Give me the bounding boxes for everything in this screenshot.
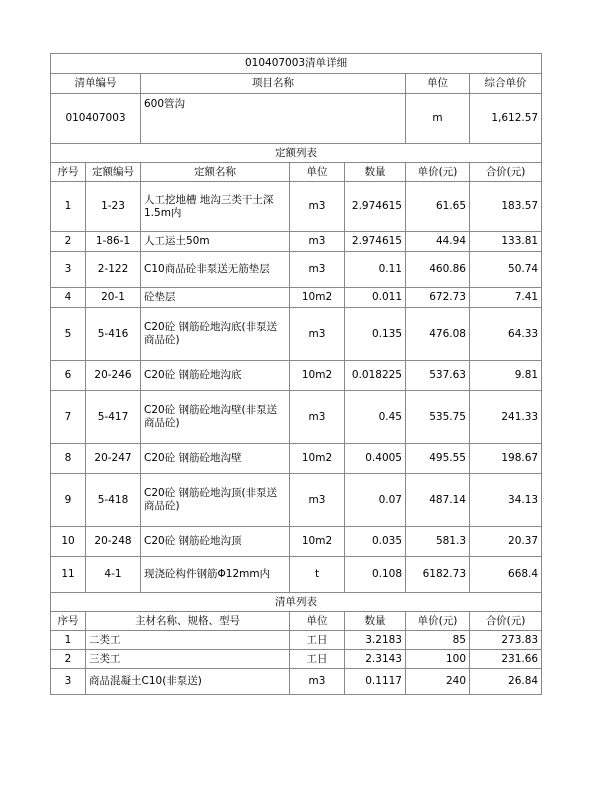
quota-row-code: 1-86-1 xyxy=(86,232,141,252)
bill-name: 600管沟 xyxy=(141,94,406,144)
material-row-qty: 0.1117 xyxy=(345,669,406,695)
quota-col-code: 定额编号 xyxy=(86,163,141,182)
quota-row xyxy=(51,391,542,444)
material-col-unit: 单位 xyxy=(290,612,345,631)
quota-col-name: 定额名称 xyxy=(141,163,290,182)
material-row-qty: 2.3143 xyxy=(345,650,406,669)
quota-row xyxy=(51,182,542,232)
quota-col-price: 单价(元) xyxy=(406,163,470,182)
table-title: 010407003清单详细 xyxy=(51,54,542,74)
quota-row-qty: 0.108 xyxy=(345,557,406,593)
quota-row-name: C20砼 钢筋砼地沟壁 xyxy=(141,444,290,474)
quota-row-code: 2-122 xyxy=(86,252,141,288)
quota-row-code: 20-246 xyxy=(86,361,141,391)
quota-row-name: 人工运土50m xyxy=(141,232,290,252)
quota-row-unit: m3 xyxy=(290,308,345,361)
quota-row-price: 61.65 xyxy=(406,182,470,232)
quota-row-unit: m3 xyxy=(290,474,345,527)
material-row-total: 26.84 xyxy=(470,669,542,695)
quota-row xyxy=(51,557,542,593)
material-col-price: 单价(元) xyxy=(406,612,470,631)
material-row-price: 100 xyxy=(406,650,470,669)
quota-row-code: 5-416 xyxy=(86,308,141,361)
material-col-qty: 数量 xyxy=(345,612,406,631)
quota-row xyxy=(51,361,542,391)
quota-row-total: 50.74 xyxy=(470,252,542,288)
quota-row-qty: 0.011 xyxy=(345,288,406,308)
quota-section-title: 定额列表 xyxy=(51,144,542,163)
quota-row-no: 7 xyxy=(51,391,86,444)
quota-row-code: 4-1 xyxy=(86,557,141,593)
material-row-unit: m3 xyxy=(290,669,345,695)
quota-row-unit: t xyxy=(290,557,345,593)
quota-row-code: 20-247 xyxy=(86,444,141,474)
name-label: 项目名称 xyxy=(141,74,406,94)
quota-row-qty: 0.135 xyxy=(345,308,406,361)
quota-row-qty: 2.974615 xyxy=(345,182,406,232)
quota-row-name: C10商品砼非泵送无筋垫层 xyxy=(141,252,290,288)
material-row-no: 3 xyxy=(51,669,86,695)
material-row-no: 1 xyxy=(51,631,86,650)
material-col-no: 序号 xyxy=(51,612,86,631)
quota-col-total: 合价(元) xyxy=(470,163,542,182)
material-row-total: 273.83 xyxy=(470,631,542,650)
material-row-no: 2 xyxy=(51,650,86,669)
quota-row-price: 44.94 xyxy=(406,232,470,252)
quota-row-total: 183.57 xyxy=(470,182,542,232)
quota-row-name: C20砼 钢筋砼地沟顶(非泵送商品砼) xyxy=(141,474,290,527)
material-row-unit: 工日 xyxy=(290,631,345,650)
material-row-unit: 工日 xyxy=(290,650,345,669)
quota-row-unit: 10m2 xyxy=(290,361,345,391)
quota-row-no: 6 xyxy=(51,361,86,391)
quota-row-name: C20砼 钢筋砼地沟底(非泵送商品砼) xyxy=(141,308,290,361)
quota-row-unit: 10m2 xyxy=(290,288,345,308)
quota-col-no: 序号 xyxy=(51,163,86,182)
quota-row-unit: m3 xyxy=(290,252,345,288)
quota-row-name: 现浇砼构件钢筋Φ12mm内 xyxy=(141,557,290,593)
quota-row xyxy=(51,232,542,252)
quota-row-unit: 10m2 xyxy=(290,444,345,474)
quota-row xyxy=(51,252,542,288)
quota-row-total: 198.67 xyxy=(470,444,542,474)
quota-row-no: 9 xyxy=(51,474,86,527)
quota-row-unit: m3 xyxy=(290,182,345,232)
quota-row-no: 2 xyxy=(51,232,86,252)
quota-row-total: 7.41 xyxy=(470,288,542,308)
quota-row-code: 5-418 xyxy=(86,474,141,527)
quota-row-price: 535.75 xyxy=(406,391,470,444)
quota-row-price: 6182.73 xyxy=(406,557,470,593)
bill-unit: m xyxy=(406,94,470,144)
quota-row-price: 537.63 xyxy=(406,361,470,391)
quota-row xyxy=(51,288,542,308)
quota-row-code: 20-1 xyxy=(86,288,141,308)
material-row-name: 商品混凝土C10(非泵送) xyxy=(86,669,290,695)
quota-row-unit: m3 xyxy=(290,391,345,444)
material-section-title: 清单列表 xyxy=(51,593,542,612)
quota-row-total: 241.33 xyxy=(470,391,542,444)
quota-row-total: 64.33 xyxy=(470,308,542,361)
quota-row xyxy=(51,474,542,527)
quota-row-qty: 0.45 xyxy=(345,391,406,444)
quota-col-qty: 数量 xyxy=(345,163,406,182)
quota-row-no: 4 xyxy=(51,288,86,308)
unit-label: 单位 xyxy=(406,74,470,94)
quota-row-unit: m3 xyxy=(290,232,345,252)
quota-row-code: 1-23 xyxy=(86,182,141,232)
quota-row xyxy=(51,444,542,474)
quota-row-price: 495.55 xyxy=(406,444,470,474)
quota-row-qty: 2.974615 xyxy=(345,232,406,252)
quota-row-total: 9.81 xyxy=(470,361,542,391)
quota-row-no: 5 xyxy=(51,308,86,361)
price-label: 综合单价 xyxy=(470,74,542,94)
quota-row-no: 3 xyxy=(51,252,86,288)
material-row xyxy=(51,631,542,650)
quota-col-unit: 单位 xyxy=(290,163,345,182)
bill-price: 1,612.57 xyxy=(470,94,542,144)
quota-row-no: 1 xyxy=(51,182,86,232)
material-row-name: 二类工 xyxy=(86,631,290,650)
quota-row-qty: 0.07 xyxy=(345,474,406,527)
material-row-total: 231.66 xyxy=(470,650,542,669)
quota-row-qty: 0.11 xyxy=(345,252,406,288)
quota-row-total: 133.81 xyxy=(470,232,542,252)
quota-row-name: C20砼 钢筋砼地沟顶 xyxy=(141,527,290,557)
quota-row-price: 672.73 xyxy=(406,288,470,308)
quota-row-no: 10 xyxy=(51,527,86,557)
quota-row-qty: 0.035 xyxy=(345,527,406,557)
quota-row-price: 460.86 xyxy=(406,252,470,288)
quota-row-qty: 0.018225 xyxy=(345,361,406,391)
quota-row-unit: 10m2 xyxy=(290,527,345,557)
quota-row-total: 20.37 xyxy=(470,527,542,557)
quota-row-price: 487.14 xyxy=(406,474,470,527)
quota-row-no: 11 xyxy=(51,557,86,593)
quota-row-name: 砼垫层 xyxy=(141,288,290,308)
material-col-name: 主材名称、规格、型号 xyxy=(86,612,290,631)
material-row xyxy=(51,650,542,669)
quota-row-no: 8 xyxy=(51,444,86,474)
quota-row-name: 人工挖地槽 地沟三类干土深1.5m内 xyxy=(141,182,290,232)
quota-row-qty: 0.4005 xyxy=(345,444,406,474)
quota-row xyxy=(51,527,542,557)
bill-detail-table xyxy=(50,53,542,695)
quota-row-code: 20-248 xyxy=(86,527,141,557)
quota-row-code: 5-417 xyxy=(86,391,141,444)
bill-code: 010407003 xyxy=(51,94,141,144)
quota-row xyxy=(51,308,542,361)
material-row-qty: 3.2183 xyxy=(345,631,406,650)
material-row xyxy=(51,669,542,695)
quota-row-price: 476.08 xyxy=(406,308,470,361)
quota-row-total: 668.4 xyxy=(470,557,542,593)
material-row-price: 240 xyxy=(406,669,470,695)
code-label: 清单编号 xyxy=(51,74,141,94)
material-row-price: 85 xyxy=(406,631,470,650)
quota-row-price: 581.3 xyxy=(406,527,470,557)
material-col-total: 合价(元) xyxy=(470,612,542,631)
quota-row-name: C20砼 钢筋砼地沟壁(非泵送商品砼) xyxy=(141,391,290,444)
quota-row-name: C20砼 钢筋砼地沟底 xyxy=(141,361,290,391)
material-row-name: 三类工 xyxy=(86,650,290,669)
quota-row-total: 34.13 xyxy=(470,474,542,527)
